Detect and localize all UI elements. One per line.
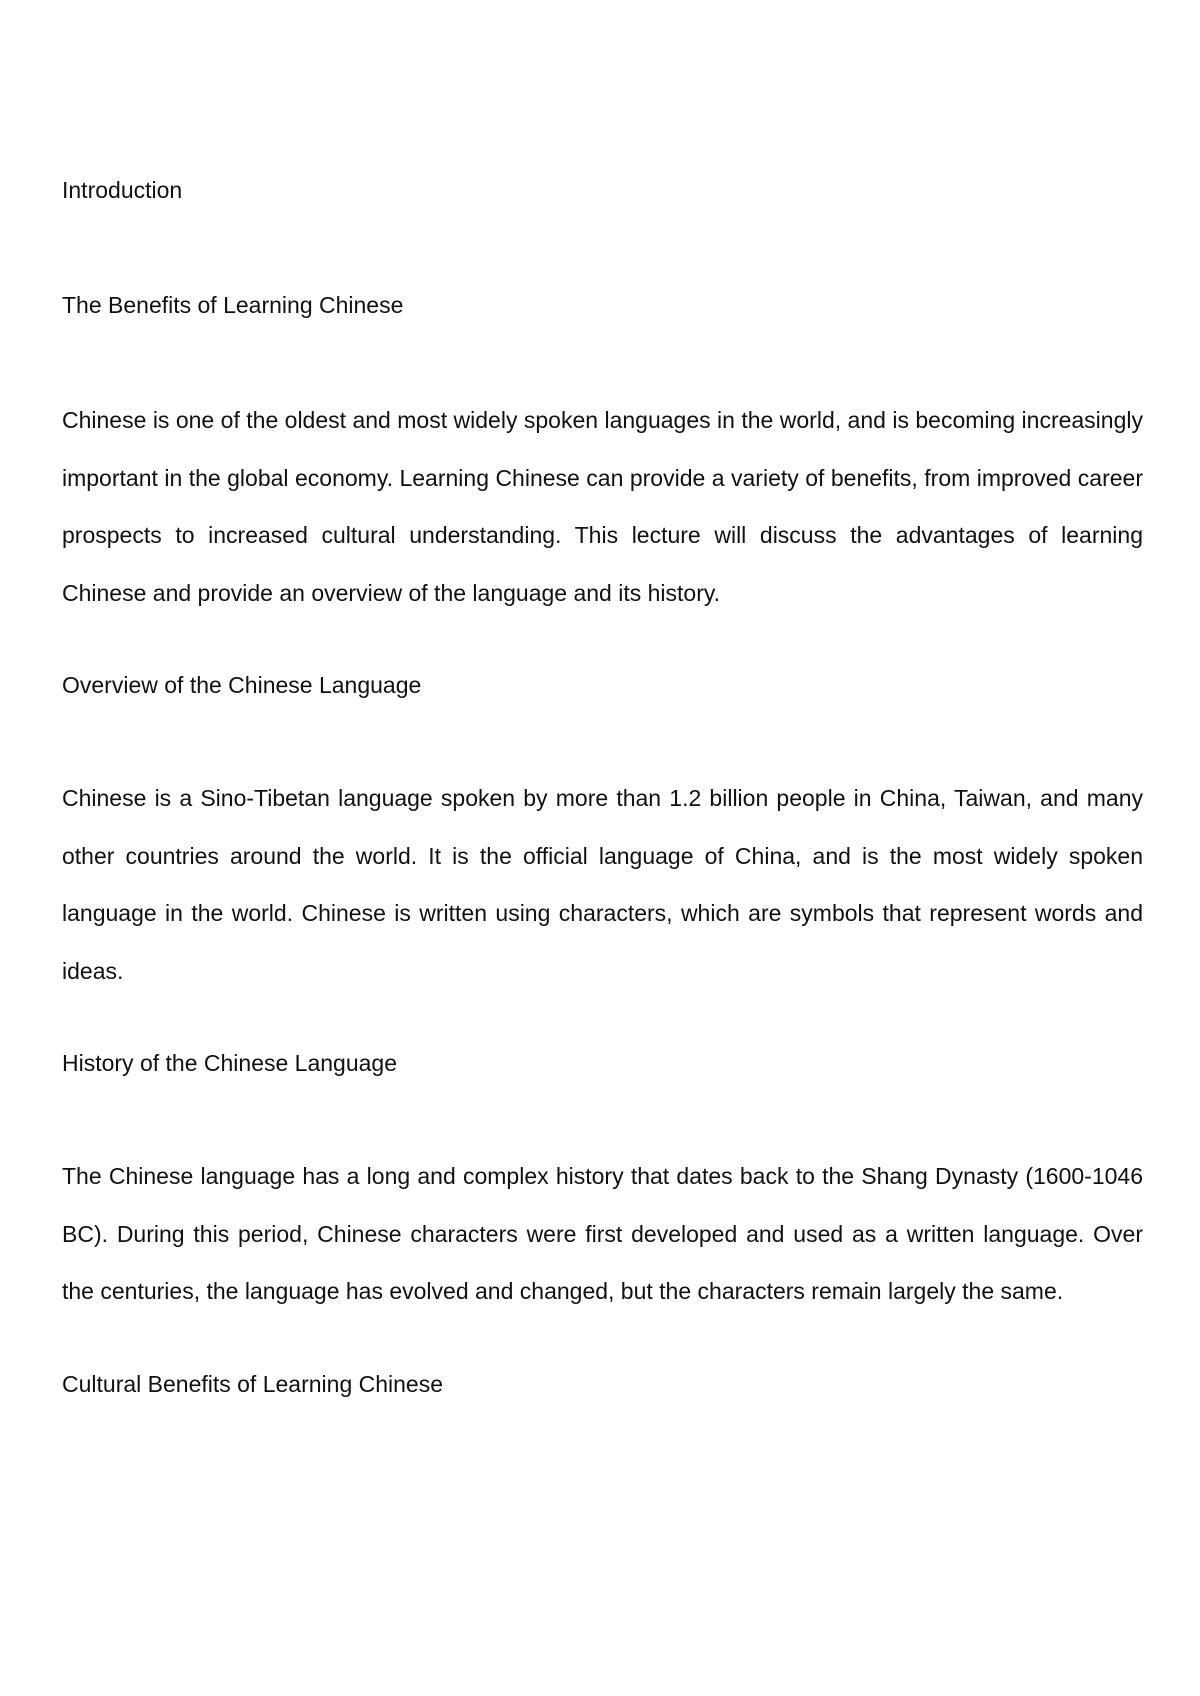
section-heading-overview: Overview of the Chinese Language — [62, 672, 422, 698]
section-heading-cultural-benefits: Cultural Benefits of Learning Chinese — [62, 1370, 444, 1397]
section-heading-history: History of the Chinese Language — [62, 1050, 397, 1076]
paragraph-overview: Chinese is a Sino-Tibetan language spoken by more than 1.2 billion people in China, Taiwan, and many other countries around the world. It is the official language of China, and is the most widely spoken language in the world. Chinese is written using characters, which are symbols that represent words and ideas. — [62, 785, 1143, 984]
paragraph-benefits: Chinese is one of the oldest and most widely spoken languages in the world, and is becoming increasingly important in the global economy. Learning Chinese can provide a variety of benefits, from improved career prospects to increased cultural understanding. This lecture will discuss the advantages of learning Chinese and provide an overview of the language and its history. — [62, 407, 1143, 606]
paragraph-history: The Chinese language has a long and complex history that dates back to the Shang Dynasty (1600-1046 BC). During this period, Chinese characters were first developed and used as a written language. Over the centuries, the language has evolved and changed, but the characters remain largely the same. — [62, 1163, 1143, 1304]
document-body — [62, 176, 1143, 1399]
section-heading-introduction: Introduction — [62, 177, 183, 203]
section-heading-benefits: The Benefits of Learning Chinese — [62, 292, 404, 318]
